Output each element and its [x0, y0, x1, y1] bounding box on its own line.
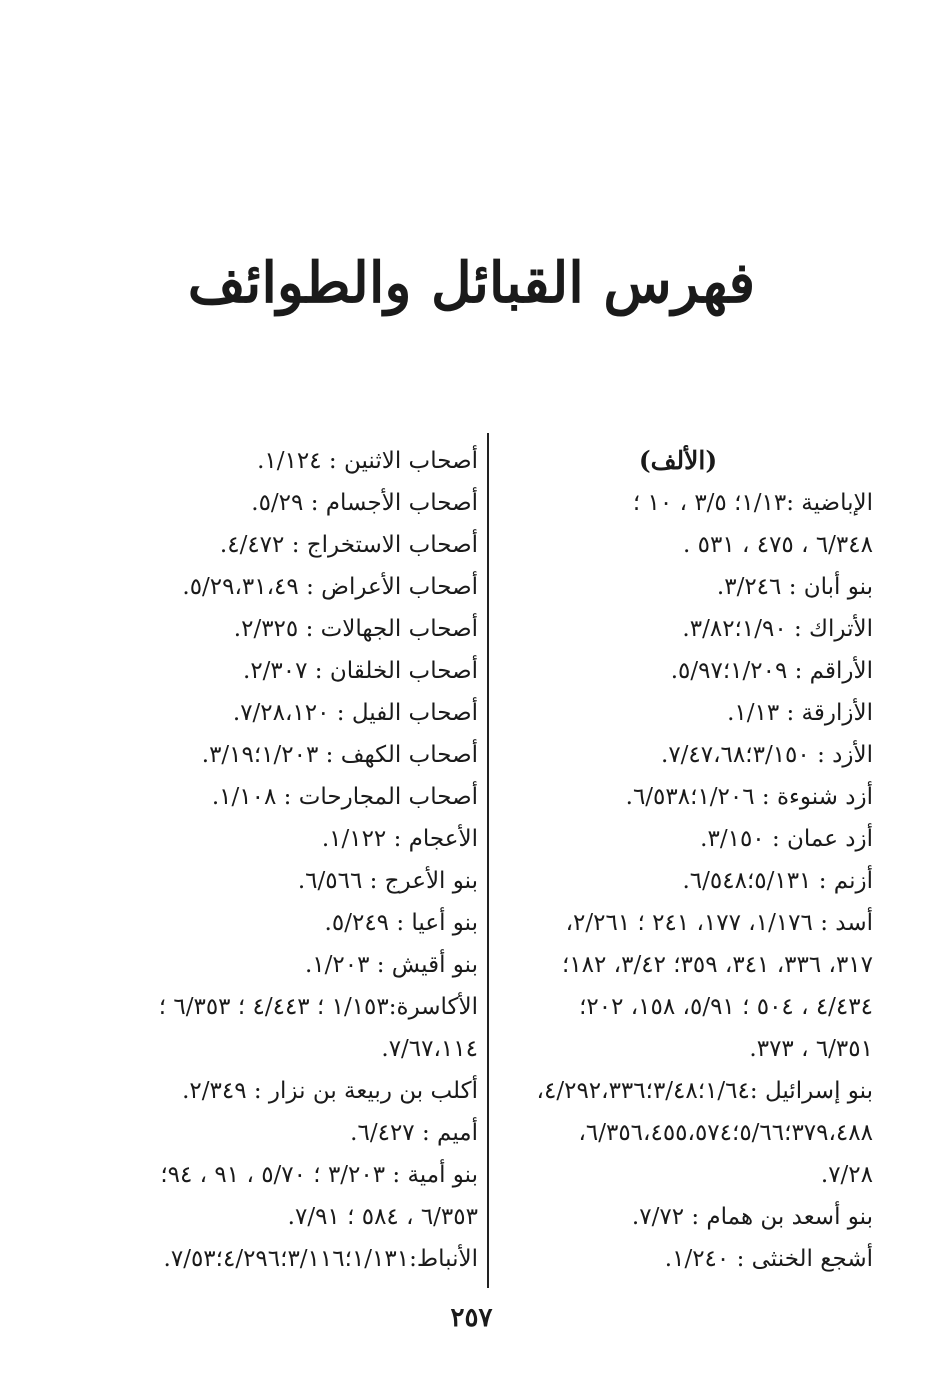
index-line: الأراقم : ١/٢٠٩؛٥/٩٧. — [670, 658, 873, 684]
index-line: أصحاب الكهف : ١/٢٠٣؛٣/١٩. — [201, 742, 478, 768]
index-line: أصحاب الخلقان : ٢/٣٠٧. — [243, 658, 478, 684]
left-column — [58, 440, 478, 1280]
index-line: الأتراك : ١/٩٠؛٣/٨٢. — [682, 616, 873, 642]
index-line: أشجع الخنثى : ١/٢٤٠. — [664, 1246, 873, 1272]
index-line: الأعجام : ١/١٢٢. — [321, 826, 478, 852]
index-line: الأكاسرة:١/١٥٣ ؛ ٤/٤٤٣ ؛ ٦/٣٥٣ ؛ — [158, 994, 478, 1020]
index-line: بنو أعيا : ٥/٢٤٩. — [324, 910, 478, 936]
index-line: بنو أمية : ٣/٢٠٣ ؛ ٥/٧٠ ، ٩١ ، ٩٤؛ — [160, 1162, 478, 1188]
index-line: ٦/٣٤٨ ، ٤٧٥ ، ٥٣١ . — [682, 532, 873, 558]
index-line: ٤/٤٣٤ ، ٥٠٤ ؛ ٥/٩١، ١٥٨، ٢٠٢؛ — [579, 994, 873, 1020]
index-line: أزد عمان : ٣/١٥٠. — [700, 826, 873, 852]
index-line: ٦/٣٥٣ ، ٥٨٤ ؛ ٧/٩١. — [287, 1204, 478, 1230]
index-line: أزد شنوءة : ١/٢٠٦؛٦/٥٣٨. — [625, 784, 873, 810]
index-line: ٣٧٩،٤٨٨؛٥/٦٦؛٦/٣٥٦،٤٥٥،٥٧٤، — [578, 1120, 873, 1146]
index-line: الإباضية :١/١٣؛ ٣/٥ ، ١٠ ؛ — [632, 490, 873, 516]
index-line: أسد : ١/١٧٦، ١٧٧، ٢٤١ ؛ ٢/٢٦١، — [565, 910, 873, 936]
index-line: ٦/٣٥١ ، ٣٧٣. — [749, 1036, 873, 1062]
right-column — [483, 440, 873, 1280]
index-line: أصحاب الجهالات : ٢/٣٢٥. — [233, 616, 478, 642]
index-line: أصحاب الأعراض : ٥/٢٩،٣١،٤٩. — [182, 574, 478, 600]
page-title: فهرس القبائل والطوائف — [187, 250, 756, 316]
index-line: بنو أقيش : ١/٢٠٣. — [304, 952, 478, 978]
index-line: أصحاب الاثنين : ١/١٢٤. — [257, 448, 478, 474]
index-line: ٣١٧، ٣٣٦، ٣٤١، ٣٥٩؛ ٣/٤٢، ١٨٢؛ — [562, 952, 873, 978]
index-line: ٧/٢٨. — [820, 1162, 873, 1188]
section-heading: (الألف) — [638, 446, 718, 475]
right-column-entries — [483, 482, 873, 1280]
page-number: ٢٥٧ — [450, 1303, 493, 1333]
index-line: بنو أسعد بن همام : ٧/٧٢. — [631, 1204, 873, 1230]
index-line: الأنباط:١/١٣١؛٣/١١٦؛٤/٢٩٦؛٧/٥٣. — [163, 1246, 478, 1272]
index-line: الأزارقة : ١/١٣. — [727, 700, 873, 726]
left-column-entries — [58, 440, 478, 1280]
index-line: أميم : ٦/٤٢٧. — [350, 1120, 478, 1146]
index-line: أصحاب الأجسام : ٥/٢٩. — [251, 490, 478, 516]
index-line: الأزد : ٣/١٥٠؛٧/٤٧،٦٨. — [661, 742, 873, 768]
index-line: أصحاب الاستخراج : ٤/٤٧٢. — [219, 532, 478, 558]
index-line: بنو إسرائيل :١/٦٤؛٣/٤٨؛٤/٢٩٢،٣٣٦، — [536, 1078, 873, 1104]
index-line: ٧/٦٧،١١٤. — [381, 1036, 478, 1062]
index-line: بنو أبان : ٣/٢٤٦. — [716, 574, 873, 600]
index-line: أكلب بن ربيعة بن نزار : ٢/٣٤٩. — [182, 1078, 478, 1104]
index-line: بنو الأعرج : ٦/٥٦٦. — [297, 868, 478, 894]
index-line: أصحاب المجارحات : ١/١٠٨. — [211, 784, 478, 810]
index-line: أزنم : ٥/١٣١؛٦/٥٤٨. — [682, 868, 873, 894]
index-line: أصحاب الفيل : ٧/٢٨،١٢٠. — [232, 700, 478, 726]
